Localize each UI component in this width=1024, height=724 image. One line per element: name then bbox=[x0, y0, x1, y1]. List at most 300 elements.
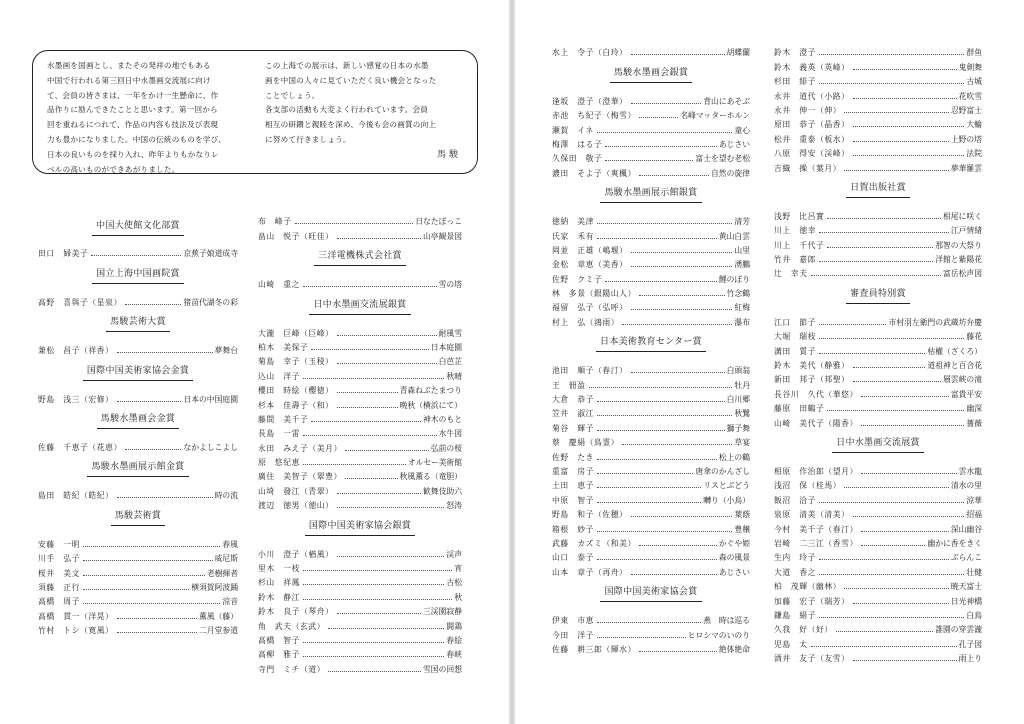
work-title: 薔薇 bbox=[966, 418, 982, 428]
award-entry bbox=[774, 357, 982, 371]
award-heading bbox=[258, 511, 462, 545]
award-entry bbox=[258, 411, 462, 425]
work-title: 日なたぼっこ bbox=[415, 217, 462, 227]
winner-name: 林 多景（銀陽山人） bbox=[552, 289, 636, 299]
winner-name: 永井 伸一（伸） bbox=[774, 105, 842, 115]
award-title: 国立上海中国画院賞 bbox=[92, 269, 184, 284]
award-entry bbox=[552, 227, 750, 241]
work-title: 松上の鶴 bbox=[718, 452, 750, 462]
award-entry bbox=[552, 270, 750, 284]
intro-paragraph-2: この上海での展示は、新しい感覚の日本の水墨 画を中国の人々に見ていただく良い機会となった ことでしょう。 各支部の活動も大変よく行われています。会員 相互の研鑽と親睦を深め、今後も会の画質の向上 に努めて行きましょう。 bbox=[265, 61, 437, 144]
award-entry bbox=[258, 439, 462, 453]
intro-message-box bbox=[32, 50, 478, 174]
work-title: 名峰マッターホルン bbox=[680, 111, 750, 121]
work-title: 道祖神と百合花 bbox=[927, 361, 982, 371]
work-title: 青森ねぶたまつり bbox=[399, 386, 462, 396]
award-entry bbox=[552, 448, 750, 462]
work-title: 紅梅 bbox=[734, 303, 750, 313]
work-title: 自然の旋律 bbox=[711, 168, 750, 178]
award-entry bbox=[38, 535, 238, 549]
award-entry bbox=[258, 425, 462, 439]
dot-leader bbox=[597, 473, 693, 474]
award-entry bbox=[38, 593, 238, 607]
dot-leader bbox=[622, 324, 732, 325]
winner-name: 寺門 ミチ（道） bbox=[258, 664, 326, 674]
dot-leader bbox=[631, 54, 725, 55]
winner-name: 柏木 美保子 bbox=[258, 342, 309, 352]
dot-leader bbox=[597, 622, 701, 623]
dot-leader bbox=[844, 112, 949, 113]
winner-name: 岡並 正雄（嶋堰） bbox=[552, 245, 628, 255]
winner-name: 山崎 美代子（陽香） bbox=[774, 418, 858, 428]
work-title: オルセー美術館 bbox=[407, 458, 462, 468]
dot-leader bbox=[605, 281, 716, 282]
winner-name: 水上 令子（白玲） bbox=[552, 48, 628, 58]
dot-leader bbox=[337, 335, 437, 336]
dot-leader bbox=[853, 516, 965, 517]
dot-leader bbox=[861, 531, 949, 532]
award-entry bbox=[774, 208, 982, 222]
work-title: 夢華羅雲 bbox=[950, 163, 982, 173]
dot-leader bbox=[639, 175, 709, 176]
work-title: 大輪 bbox=[966, 120, 982, 130]
work-title: 幽かに香をきく bbox=[927, 538, 982, 548]
work-title: 清芳 bbox=[734, 217, 750, 227]
dot-leader bbox=[853, 603, 949, 604]
winner-name: 金松 章恵（美香） bbox=[552, 260, 628, 270]
dot-leader bbox=[827, 247, 933, 248]
dot-leader bbox=[819, 559, 949, 560]
award-entry bbox=[774, 535, 982, 549]
dot-leader bbox=[303, 599, 452, 600]
winner-name: 鈴木 良子（琴舟） bbox=[258, 607, 334, 617]
work-title: 三渓園寂静 bbox=[423, 607, 462, 617]
work-title: 藤花 bbox=[966, 332, 982, 342]
winner-name: 原田 恭子（晶香） bbox=[774, 120, 850, 130]
dot-leader bbox=[639, 651, 717, 652]
dot-leader bbox=[819, 54, 964, 55]
work-title: 白川郷 bbox=[726, 395, 750, 405]
winner-name: 桜井 美文 bbox=[38, 568, 80, 578]
work-title: 怒涛 bbox=[446, 501, 462, 511]
award-entry bbox=[774, 635, 982, 649]
dot-leader bbox=[311, 349, 428, 350]
winner-name: 新田 邦子（邦聖） bbox=[774, 375, 850, 385]
award-entry bbox=[552, 535, 750, 549]
winner-name: 野島 和子（佐穂） bbox=[552, 510, 628, 520]
dot-leader bbox=[597, 531, 732, 532]
winner-name: 鎌島 絹子 bbox=[774, 610, 816, 620]
dot-leader bbox=[631, 103, 702, 104]
award-entry bbox=[38, 579, 238, 593]
award-title: 日中水墨画交流展銀賞 bbox=[309, 300, 410, 315]
winner-name: 高柳 雅子 bbox=[258, 650, 300, 660]
award-entry bbox=[38, 607, 238, 621]
work-title: 古松 bbox=[446, 578, 462, 588]
award-entry bbox=[774, 414, 982, 428]
award-entry bbox=[38, 439, 238, 453]
award-entry bbox=[552, 362, 750, 376]
dot-leader bbox=[597, 415, 732, 416]
dot-leader bbox=[631, 266, 733, 267]
work-title: 深山幽谷 bbox=[950, 524, 982, 534]
winner-name: 長谷川 久代（華悠） bbox=[774, 389, 858, 399]
intro-paragraph-1: 水墨画を国画とし、またその発祥の地でもある 中国で行われる第三回日中水墨画交流展に向け て、会員の皆さまは、一年をかけ一生懸命に、作 品作りに励んできたことと思います。第一回から 回を重ねるにつれて、作品の内容も技法及び表現 力も豊かになりました。中国の伝統のものを学び、 日本の良いものを採り入れ、昨年よりもかなりレ ベルの高いものができあがりました。 bbox=[47, 61, 226, 174]
winner-name: 川手 弘子 bbox=[38, 554, 80, 564]
work-title: あじさい bbox=[718, 139, 750, 149]
dot-leader bbox=[631, 309, 733, 310]
work-title: 雨上り bbox=[958, 654, 982, 664]
dot-leader bbox=[853, 155, 965, 156]
award-entry bbox=[552, 626, 750, 640]
award-entry bbox=[552, 641, 750, 655]
winner-name: 竹井 嘉郎 bbox=[774, 255, 816, 265]
dot-leader bbox=[83, 560, 213, 561]
dot-leader bbox=[303, 656, 444, 657]
work-title: 牡丹 bbox=[734, 380, 750, 390]
award-title: 馬駿水墨画会金賞 bbox=[97, 414, 179, 429]
work-title: 白頭翁 bbox=[726, 366, 750, 376]
winner-name: 大倉 恭子 bbox=[552, 395, 594, 405]
award-heading bbox=[38, 211, 238, 245]
winner-name: 鈴木 義英（英峰） bbox=[774, 62, 850, 72]
award-entry bbox=[774, 650, 982, 664]
dot-leader bbox=[844, 588, 949, 589]
dot-leader bbox=[597, 223, 732, 224]
award-entry bbox=[258, 468, 462, 482]
award-title: 日本美術教育センター賞 bbox=[596, 337, 706, 352]
intro-column-2 bbox=[265, 59, 467, 148]
award-entry bbox=[552, 136, 750, 150]
work-title: 胡蝶蘭 bbox=[726, 48, 750, 58]
work-title: 洋館と紫陽花 bbox=[935, 255, 982, 265]
dot-leader bbox=[819, 338, 964, 339]
work-title: なかよしこよし bbox=[183, 442, 238, 452]
award-entry bbox=[38, 487, 238, 501]
winner-name: 逢坂 澄子（澄華） bbox=[552, 96, 628, 106]
work-title: 日本の中国庭園 bbox=[183, 394, 238, 404]
winner-name: 生内 玲子 bbox=[774, 553, 816, 563]
award-entry bbox=[774, 506, 982, 520]
award-entry bbox=[552, 520, 750, 534]
dot-leader bbox=[91, 255, 181, 256]
work-title: 威尼斯 bbox=[214, 554, 238, 564]
work-title: 時の流 bbox=[214, 491, 238, 501]
work-title: 歓舞伎助六 bbox=[423, 486, 462, 496]
award-entry bbox=[38, 390, 238, 404]
award-entry bbox=[552, 549, 750, 563]
work-title: 二月堂参道 bbox=[199, 626, 238, 636]
award-column-2 bbox=[258, 213, 462, 675]
award-entry bbox=[774, 385, 982, 399]
award-entry bbox=[258, 574, 462, 588]
winner-name: 川上 千代子 bbox=[774, 240, 825, 250]
work-title: 清水の里 bbox=[950, 481, 982, 491]
winner-name: 山口 泰子 bbox=[552, 553, 594, 563]
award-entry bbox=[38, 550, 238, 564]
award-entry bbox=[258, 324, 462, 338]
award-entry bbox=[258, 603, 462, 617]
award-heading bbox=[552, 578, 750, 612]
award-entry bbox=[774, 222, 982, 236]
work-title: 日光神橋 bbox=[950, 596, 982, 606]
dot-leader bbox=[819, 353, 925, 354]
winner-name: 原 悠紀恵 bbox=[258, 458, 300, 468]
winner-name: 杉山 祥鳳 bbox=[258, 578, 300, 588]
award-entry bbox=[258, 213, 462, 227]
dot-leader bbox=[337, 238, 421, 239]
winner-name: 岩崎 二三江（香雪） bbox=[774, 538, 858, 548]
winner-name: 泉原 清美（清美） bbox=[774, 510, 850, 520]
award-entry bbox=[774, 549, 982, 563]
award-heading bbox=[552, 58, 750, 92]
work-title: 闘鶏 bbox=[446, 621, 462, 631]
award-entry bbox=[552, 313, 750, 327]
dot-leader bbox=[853, 98, 957, 99]
work-title: 童心 bbox=[734, 125, 750, 135]
work-title: 暁天富士 bbox=[950, 582, 982, 592]
winner-name: 菊島 幸子（玉稜） bbox=[258, 357, 334, 367]
dot-leader bbox=[639, 545, 717, 546]
work-title: 絶体絶命 bbox=[718, 644, 750, 654]
winner-name: 佐藤 耕三郎（輝水） bbox=[552, 644, 636, 654]
award-entry bbox=[258, 382, 462, 396]
award-entry bbox=[552, 391, 750, 405]
award-heading bbox=[38, 501, 238, 535]
dot-leader bbox=[631, 516, 733, 517]
work-title: 宵 bbox=[454, 564, 462, 574]
work-title: 鯉のぼり bbox=[718, 274, 750, 284]
dot-leader bbox=[83, 603, 220, 604]
dot-leader bbox=[337, 613, 421, 614]
dot-leader bbox=[337, 363, 437, 364]
winner-name: 笠井 淑江 bbox=[552, 409, 594, 419]
winner-name: 杉田 緋子 bbox=[774, 77, 816, 87]
award-entry bbox=[552, 256, 750, 270]
dot-leader bbox=[622, 444, 732, 445]
winner-name: 江口 節子 bbox=[774, 317, 816, 327]
winner-name: 児島 太 bbox=[774, 639, 808, 649]
work-title: 草宴 bbox=[734, 438, 750, 448]
dot-leader bbox=[631, 372, 725, 373]
work-title: 枯權（ざくろ） bbox=[927, 346, 982, 356]
award-heading bbox=[774, 429, 982, 463]
winner-name: 兼松 昌子（祥香） bbox=[38, 346, 114, 356]
dot-leader bbox=[83, 589, 189, 590]
work-title: 春峡 bbox=[446, 650, 462, 660]
work-title: 上野の塔 bbox=[950, 134, 982, 144]
work-title: ぶらんこ bbox=[950, 553, 982, 563]
winner-name: 田口 婦美子 bbox=[38, 249, 89, 259]
award-title: 国際中国美術家協会金賞 bbox=[83, 366, 193, 381]
winner-name: 中原 智子 bbox=[552, 495, 594, 505]
award-column-4 bbox=[774, 44, 982, 664]
winner-name: 竹村 トシ（寛風） bbox=[38, 626, 114, 636]
work-title: 幽深 bbox=[966, 404, 982, 414]
work-title: あじさい bbox=[718, 567, 750, 577]
award-column-1 bbox=[38, 211, 238, 636]
award-entry bbox=[552, 164, 750, 178]
winner-name: 角 武夫（玄武） bbox=[258, 621, 326, 631]
winner-name: 佐野 クミ子 bbox=[552, 274, 603, 284]
dot-leader bbox=[337, 407, 398, 408]
award-entry bbox=[38, 293, 238, 307]
dot-leader bbox=[117, 401, 182, 402]
work-title: 横須賀阿波踊 bbox=[191, 582, 238, 592]
award-title: 国際中国美術家協会銀賞 bbox=[305, 521, 415, 536]
award-entry bbox=[774, 313, 982, 327]
winner-name: 梅澤 はる子 bbox=[552, 139, 603, 149]
award-entry bbox=[774, 342, 982, 356]
dot-leader bbox=[303, 584, 444, 585]
winner-name: 久我 好（好） bbox=[774, 625, 833, 635]
dot-leader bbox=[303, 570, 452, 571]
award-entry bbox=[552, 491, 750, 505]
award-entry bbox=[552, 242, 750, 256]
dot-leader bbox=[295, 223, 414, 224]
award-entry bbox=[774, 563, 982, 577]
winner-name: 永井 道代（小路） bbox=[774, 91, 850, 101]
dot-leader bbox=[853, 660, 957, 661]
award-entry bbox=[774, 578, 982, 592]
award-entry bbox=[258, 497, 462, 511]
work-title: 涼音 bbox=[222, 597, 238, 607]
award-entry bbox=[258, 276, 462, 290]
dot-leader bbox=[639, 117, 678, 118]
dot-leader bbox=[827, 218, 941, 219]
award-entry bbox=[552, 213, 750, 227]
award-entry bbox=[552, 477, 750, 491]
work-title: 招福 bbox=[966, 510, 982, 520]
dot-leader bbox=[597, 430, 725, 431]
winner-name: 渡辺 徳男（徳山） bbox=[258, 501, 334, 511]
winner-name: 小川 澄子（楢風） bbox=[258, 549, 334, 559]
dot-leader bbox=[83, 546, 220, 547]
work-title: 京蕉子娘道成寺 bbox=[183, 249, 238, 259]
work-title: 猪苗代湖冬の彩 bbox=[183, 297, 238, 307]
work-title: 山亭観景図 bbox=[423, 231, 462, 241]
work-title: 森の風景 bbox=[718, 553, 750, 563]
work-title: 春絵 bbox=[446, 635, 462, 645]
dot-leader bbox=[597, 559, 717, 560]
award-entry bbox=[774, 251, 982, 265]
dot-leader bbox=[117, 352, 213, 353]
winner-name: 山埼 發江（青翠） bbox=[258, 486, 334, 496]
work-title: 層雲峡の滝 bbox=[943, 375, 982, 385]
work-title: 夢舞台 bbox=[214, 346, 238, 356]
award-entry bbox=[774, 400, 982, 414]
dot-leader bbox=[597, 487, 701, 488]
dot-leader bbox=[639, 295, 725, 296]
dot-leader bbox=[597, 502, 701, 503]
dot-leader bbox=[844, 170, 949, 171]
work-title: 富士を望む老松 bbox=[695, 154, 750, 164]
award-entry bbox=[552, 299, 750, 313]
work-title: 忍野富士 bbox=[950, 105, 982, 115]
dot-leader bbox=[819, 261, 933, 262]
award-entry bbox=[258, 482, 462, 496]
award-entry bbox=[552, 434, 750, 448]
dot-leader bbox=[819, 232, 949, 233]
dot-leader bbox=[117, 497, 213, 498]
award-entry bbox=[38, 245, 238, 259]
winner-name: 大道 香之 bbox=[774, 567, 816, 577]
award-entry bbox=[552, 612, 750, 626]
work-title: 山里 bbox=[734, 245, 750, 255]
award-title: 日賀出版社賞 bbox=[846, 183, 910, 198]
right-page bbox=[512, 0, 1024, 724]
winner-name: 佐野 たき bbox=[552, 452, 594, 462]
winner-name: 野島 浅三（宏修） bbox=[38, 394, 114, 404]
award-entry bbox=[774, 491, 982, 505]
work-title: 神木のもと bbox=[423, 414, 462, 424]
award-entry bbox=[258, 367, 462, 381]
dot-leader bbox=[597, 459, 717, 460]
work-title: 秋風薫る（竜胆） bbox=[399, 472, 462, 482]
award-entry bbox=[774, 87, 982, 101]
award-title: 日中水墨画交流展賞 bbox=[832, 438, 924, 453]
winner-name: 飯沼 洽子 bbox=[774, 495, 816, 505]
work-title: 春風 bbox=[222, 539, 238, 549]
work-title: 日本庭園 bbox=[430, 342, 462, 352]
award-entry bbox=[552, 285, 750, 299]
dot-leader bbox=[303, 378, 444, 379]
work-title: 富貴平安 bbox=[950, 389, 982, 399]
award-entry bbox=[774, 265, 982, 279]
award-entry bbox=[774, 371, 982, 385]
dot-leader bbox=[303, 435, 437, 436]
award-title: 中国大使館文化部賞 bbox=[92, 221, 184, 236]
dot-leader bbox=[819, 617, 964, 618]
winner-name: 高橋 智子 bbox=[258, 635, 300, 645]
winner-name: 安藤 一明 bbox=[38, 539, 80, 549]
dot-leader bbox=[853, 126, 965, 127]
award-title: 馬駿芸術賞 bbox=[111, 511, 166, 526]
dot-leader bbox=[328, 628, 444, 629]
dot-leader bbox=[337, 493, 421, 494]
work-title: 薫風（藤） bbox=[199, 611, 238, 621]
award-entry bbox=[552, 150, 750, 164]
work-title: かぐや姫 bbox=[718, 538, 750, 548]
award-entry bbox=[258, 545, 462, 559]
dot-leader bbox=[819, 574, 964, 575]
winner-name: 吉織 操（葉月） bbox=[774, 163, 842, 173]
work-title: 雪国の回想 bbox=[423, 664, 462, 674]
winner-name: 大瀧 巨峰（巨峰） bbox=[258, 328, 334, 338]
work-title: 竹念鶴 bbox=[726, 289, 750, 299]
award-entry bbox=[258, 227, 462, 241]
award-heading bbox=[38, 259, 238, 293]
award-title: 審査員特別賞 bbox=[846, 289, 910, 304]
award-entry bbox=[38, 342, 238, 356]
dot-leader bbox=[861, 545, 925, 546]
award-title: 国際中国美術家協会賞 bbox=[600, 587, 701, 602]
work-title: 秋鷺 bbox=[734, 409, 750, 419]
dot-leader bbox=[337, 556, 445, 557]
work-title: 雲水龍 bbox=[958, 466, 982, 476]
award-entry bbox=[774, 520, 982, 534]
dot-leader bbox=[844, 487, 949, 488]
award-title: 馬駿芸術大賞 bbox=[106, 317, 170, 332]
award-entry bbox=[38, 564, 238, 578]
dot-leader bbox=[827, 410, 964, 411]
award-heading bbox=[552, 328, 750, 362]
winner-name: 土田 恵子 bbox=[552, 481, 594, 491]
winner-name: 廣住 美智子（翠豊） bbox=[258, 472, 342, 482]
award-entry bbox=[258, 353, 462, 367]
dot-leader bbox=[597, 401, 725, 402]
intro-column-1 bbox=[47, 59, 249, 177]
